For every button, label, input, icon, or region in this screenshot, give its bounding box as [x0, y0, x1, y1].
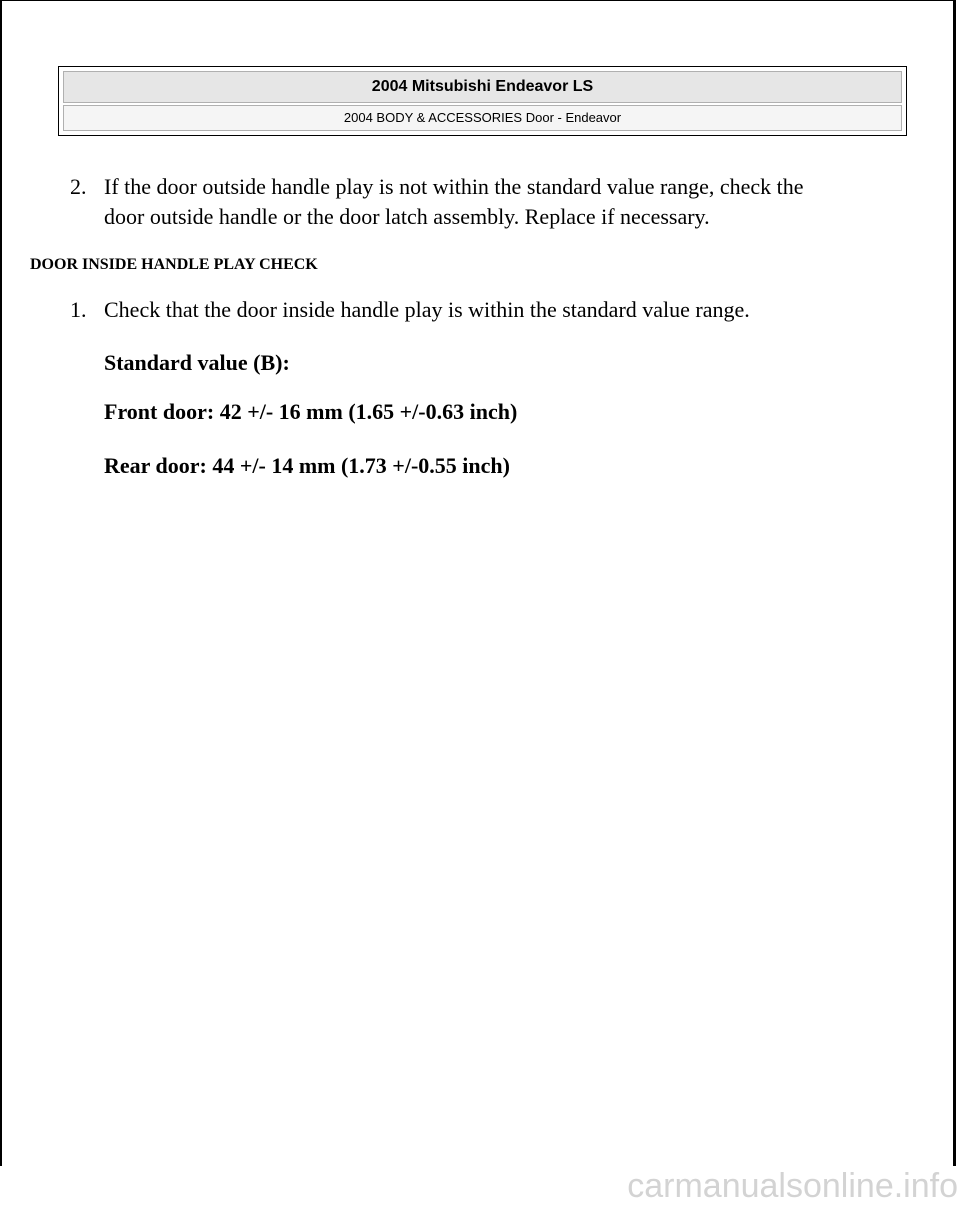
watermark-text: carmanualsonline.info [627, 1167, 958, 1205]
step-number: 2. [70, 174, 87, 199]
step-text-line-2: door outside handle or the door latch assembly. Replace if necessary. [104, 204, 710, 229]
step-number: 1. [70, 297, 87, 322]
document-subtitle: 2004 BODY & ACCESSORIES Door - Endeavor [63, 105, 902, 131]
document-title: 2004 Mitsubishi Endeavor LS [63, 71, 902, 103]
step-text-line-1: If the door outside handle play is not within the standard value range, check the [104, 174, 804, 199]
document-header [58, 66, 907, 136]
spec-front-door: Front door: 42 +/- 16 mm (1.65 +/-0.63 inch) [104, 399, 518, 424]
section-heading: DOOR INSIDE HANDLE PLAY CHECK [30, 256, 318, 273]
spec-rear-door: Rear door: 44 +/- 14 mm (1.73 +/-0.55 inch) [104, 453, 510, 478]
spec-label: Standard value (B): [104, 350, 290, 375]
step-text: Check that the door inside handle play is within the standard value range. [104, 297, 750, 322]
